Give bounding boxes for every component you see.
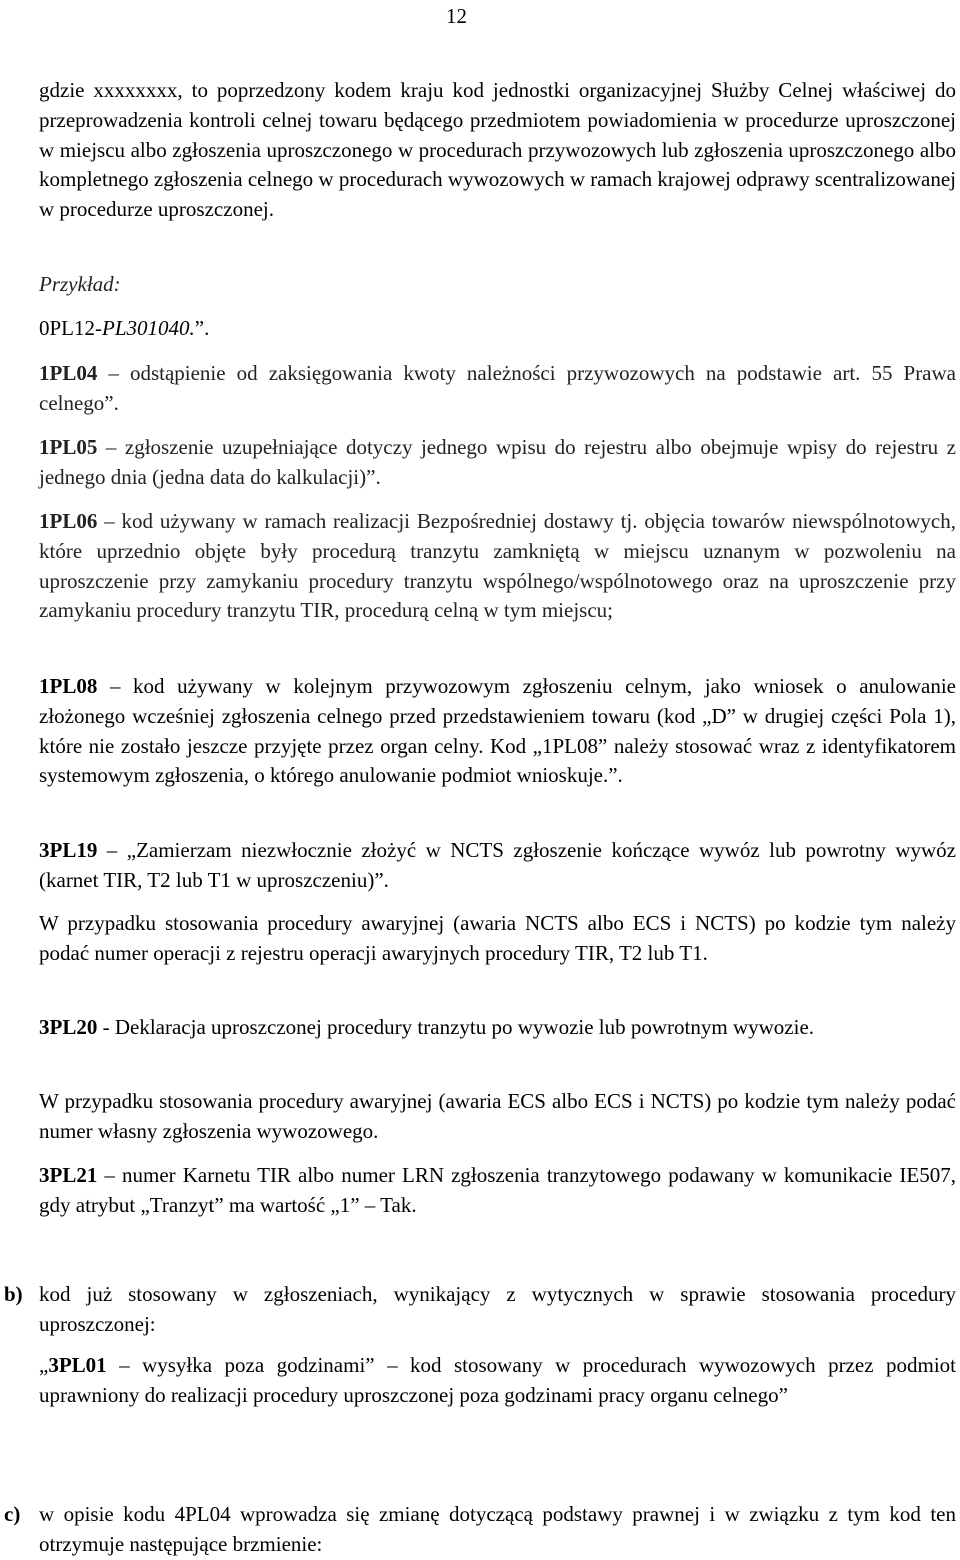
example-line (39, 314, 956, 344)
section-b-entry-3pl01 (39, 1351, 956, 1411)
example-code: PL301040. (102, 316, 195, 340)
entry-1pl06 (39, 507, 956, 626)
code-3pl20: 3PL20 (39, 1015, 98, 1039)
code-1pl05: 1PL05 (39, 435, 98, 459)
intro-paragraph: gdzie xxxxxxxx, to poprzedzony kodem kraju kod jednostki organizacyjnej Służby Celnej właściwej do przeprowadzenia kontroli celnej towaru będącego przedmiotem powiadomienia w procedurze uproszczonej w miejscu albo zgłoszenia uproszczonego w procedurach przywozowych lub zgłoszenia uproszczonego albo kompletnego zgłoszenia celnego w procedurach wywozowych w ramach krajowej odprawy scentralizowanej w procedurze uproszczonej. (39, 78, 956, 222)
code-3pl21: 3PL21 (39, 1163, 98, 1187)
example-suffix: ”. (194, 316, 210, 340)
entry-1pl05 (39, 433, 956, 493)
quote-open: „ (39, 1353, 49, 1377)
section-b-label: b) (4, 1282, 23, 1306)
text-1pl08: – kod używany w kolejnym przywozowym zgłoszeniu celnym, jako wniosek o anulowanie złożonego wcześniej zgłoszenia celnego przed przedstawieniem towaru (kod „D” w drugiej części Pola 1), które nie zostało jeszcze przyjęte przez organ celny. Kod „1PL08” należy stosować wraz z identyfikatorem systemowym zgłoszenia, o którego anulowanie podmiot wnioskuje.”. (39, 674, 956, 788)
code-1pl06: 1PL06 (39, 509, 98, 533)
code-1pl04: 1PL04 (39, 361, 98, 385)
text-3pl01: – wysyłka poza godzinami” – kod stosowany w procedurach wywozowych przez podmiot uprawniony do realizacji procedury uproszczonej poza godzinami pracy organu celnego” (39, 1353, 956, 1407)
page-number: 12 (446, 4, 467, 28)
example-label: Przykład: (39, 272, 121, 296)
section-c-text: w opisie kodu 4PL04 wprowadza się zmianę dotyczącą podstawy prawnej i w związku z tym kod ten otrzymuje następujące brzmienie: (39, 1502, 956, 1556)
entry-3pl19 (39, 836, 956, 896)
code-1pl08: 1PL08 (39, 674, 98, 698)
text-3pl19: – „Zamierzam niezwłocznie złożyć w NCTS zgłoszenie kończące wywóz lub powrotny wywóz (karnet TIR, T2 lub T1 w uproszczeniu)”. (39, 838, 956, 892)
section-b-text: kod już stosowany w zgłoszeniach, wynikający z wytycznych w sprawie stosowania procedury uproszczonej: (39, 1282, 956, 1336)
text-1pl06: – kod używany w ramach realizacji Bezpośredniej dostawy tj. objęcia towarów niewspólnotowych, które uprzednio objęte były procedurą tranzytu zamkniętą w miejscu uznanym w pozwoleniu na uproszczenie przy zamykaniu procedury tranzytu wspólnego/wspólnotowego oraz na uproszczenie przy zamykaniu procedury tranzytu TIR, procedurą celną w tym miejscu; (39, 509, 956, 623)
note-3pl20: W przypadku stosowania procedury awaryjnej (awaria ECS albo ECS i NCTS) po kodzie tym należy podać numer własny zgłoszenia wywozowego. (39, 1089, 956, 1143)
entry-3pl20 (39, 1013, 956, 1043)
example-prefix: 0PL12- (39, 316, 102, 340)
note-3pl19: W przypadku stosowania procedury awaryjnej (awaria NCTS albo ECS i NCTS) po kodzie tym należy podać numer operacji z rejestru operacji awaryjnych procedury TIR, T2 lub T1. (39, 911, 956, 965)
text-3pl21: – numer Karnetu TIR albo numer LRN zgłoszenia tranzytowego podawany w komunikacie IE507, gdy atrybut „Tranzyt” ma wartość „1” – Tak. (39, 1163, 956, 1217)
entry-1pl08 (39, 672, 956, 791)
text-3pl20: - Deklaracja uproszczonej procedury tranzytu po wywozie lub powrotnym wywozie. (97, 1015, 815, 1039)
code-3pl19: 3PL19 (39, 838, 98, 862)
text-1pl05: – zgłoszenie uzupełniające dotyczy jednego wpisu do rejestru albo obejmuje wpisy do rejestru z jednego dnia (jedna data do kalkulacji)”. (39, 435, 956, 489)
text-1pl04: – odstąpienie od zaksięgowania kwoty należności przywozowych na podstawie art. 55 Prawa celnego”. (39, 361, 956, 415)
entry-1pl04 (39, 359, 956, 419)
code-3pl01: 3PL01 (48, 1353, 107, 1377)
section-c-label: c) (4, 1502, 21, 1526)
entry-3pl21 (39, 1161, 956, 1221)
